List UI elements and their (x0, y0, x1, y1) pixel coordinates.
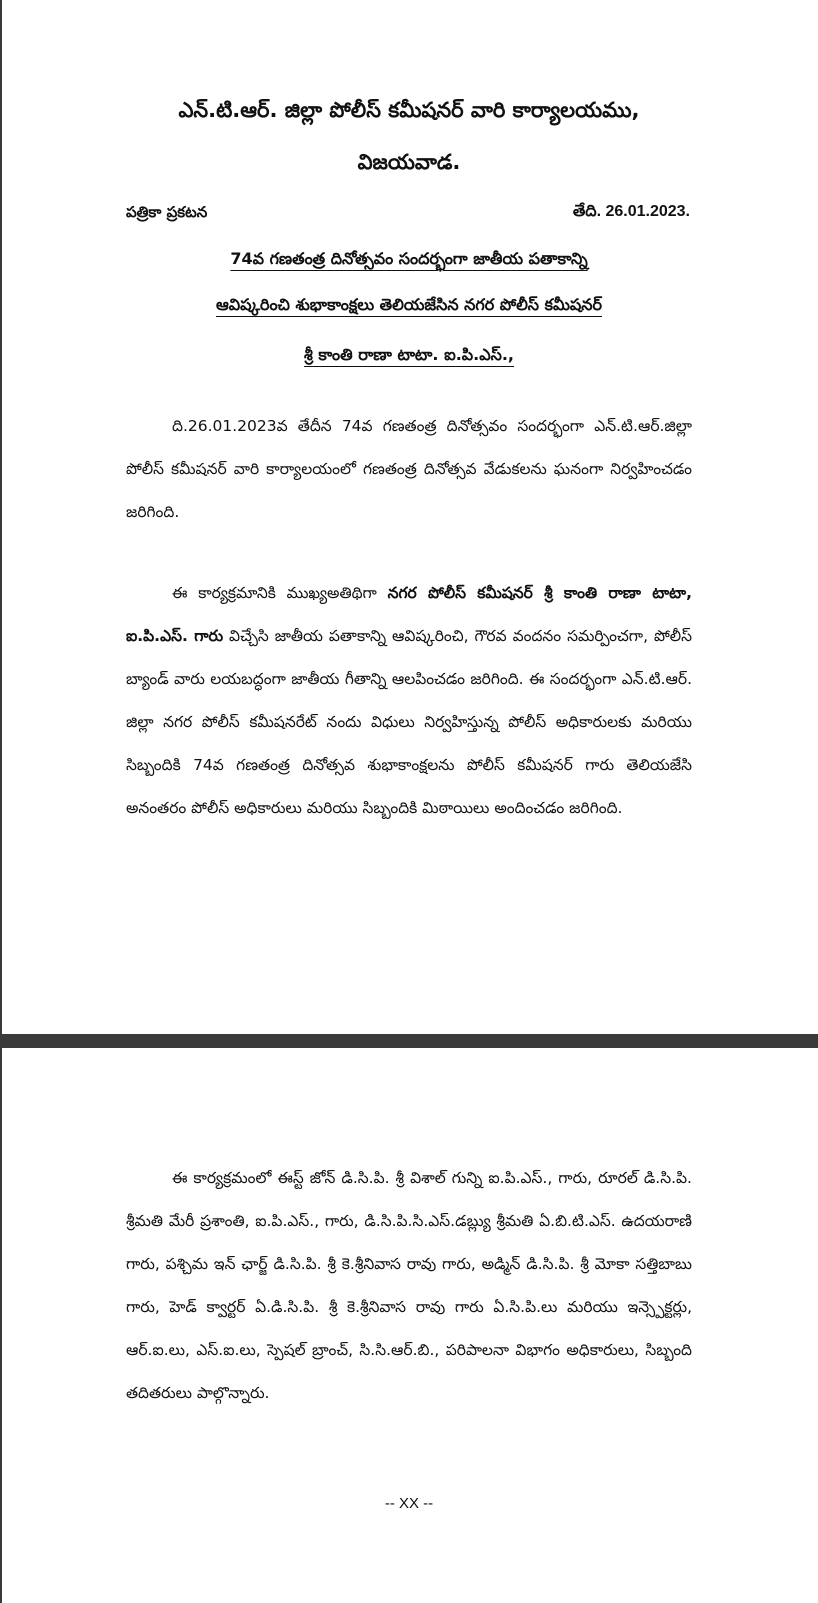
subject-line-2: ఆవిష్కరించి శుభాకాంక్షలు తెలియజేసిన నగర పోలీస్ కమీషనర్ (215, 295, 603, 314)
meta-row (126, 201, 690, 223)
subject-line-3: శ్రీ కాంతి రాణా టాటా. ఐ.పి.ఎస్., (303, 345, 515, 364)
page-separator (0, 1034, 818, 1048)
paragraph-2-bold: నగర పోలీస్ కమీషనర్ శ్రీ కాంతి రాణా టాటా, ఐ.పి.ఎస్. గారు (126, 584, 692, 645)
release-date: తేది. 26.01.2023. (572, 203, 690, 220)
subject-line-1: 74వ గణతంత్ర దినోత్సవం సందర్భంగా జాతీయ పతాకాన్ని (230, 249, 588, 268)
office-city: విజయవాడ. (357, 150, 461, 174)
paragraph-2-intro: ఈ కార్యక్రమానికి ముఖ్యఅతిథిగా (172, 584, 388, 602)
paragraph-2 (126, 572, 692, 830)
end-mark: -- XX -- (384, 1495, 434, 1512)
paragraph-3: ఈ కార్యక్రమంలో ఈస్ట్ జోన్ డి.సి.పి. శ్రీ విశాల్ గున్ని ఐ.పి.ఎస్., గారు, రూరల్ డి.సి.పి. శ్రీమతి మేరీ ప్రశాంతి, ఐ.పి.ఎస్., గారు, డి.సి.పి.సి.ఎస్.డబ్ల్యు శ్రీమతి ఏ.బి.టి.ఎస్. ఉదయరాణి గారు, పశ్చిమ ఇన్ ఛార్జ్ డి.సి.పి. శ్రీ కె.శ్రీనివాస రావు గారు, అడ్మిన్ డి.సి.పి. శ్రీ మోకా సత్తిబాబు గారు, హెడ్ క్వార్టర్ ఏ.డి.సి.పి. శ్రీ కె.శ్రీనివాస రావు గారు ఏ.సి.పి.లు మరియు ఇన్స్పెక్టర్లు, ఆర్.ఐ.లు, ఎస్.ఐ.లు, స్పెషల్ బ్రాంచ్, సి.సి.ఆర్.బి., పరిపాలనా విభాగం అధికారులు, సిబ్బంది తదితరులు పాల్గొన్నారు. (126, 1169, 692, 1402)
press-release-label: పత్రికా ప్రకటన (126, 203, 208, 221)
office-title: ఎన్.టి.ఆర్. జిల్లా పోలీస్ కమీషనర్ వారి కార్యాలయము, (178, 98, 640, 122)
paragraph-2-rest: విచ్చేసి జాతీయ పతాకాన్ని ఆవిష్కరించి, గౌరవ వందనం సమర్పించగా, పోలీస్ బ్యాండ్ వారు లయబద్ధంగా జాతీయ గీతాన్ని ఆలపించడం జరిగింది. ఈ సందర్భంగా ఎన్.టి.ఆర్. జిల్లా నగర పోలీస్ కమీషనరేట్ నందు విధులు నిర్వహిస్తున్న పోలీస్ అధికారులకు మరియు సిబ్బందికి 74వ గణతంత్ర దినోత్సవ శుభాకాంక్షలను పోలీస్ కమీషనర్ గారు తెలియజేసి అనంతరం పోలీస్ అధికారులు మరియు సిబ్బందికి మిఠాయిలు అందించడం జరిగింది. (126, 627, 692, 817)
paragraph-1: ది.26.01.2023వ తేదీన 74వ గణతంత్ర దినోత్సవం సందర్భంగా ఎన్.టి.ఆర్.జిల్లా పోలీస్ కమీషనర్ వారి కార్యాలయంలో గణతంత్ర దినోత్సవ వేడుకలను ఘనంగా నిర్వహించడం జరిగింది. (126, 417, 692, 521)
